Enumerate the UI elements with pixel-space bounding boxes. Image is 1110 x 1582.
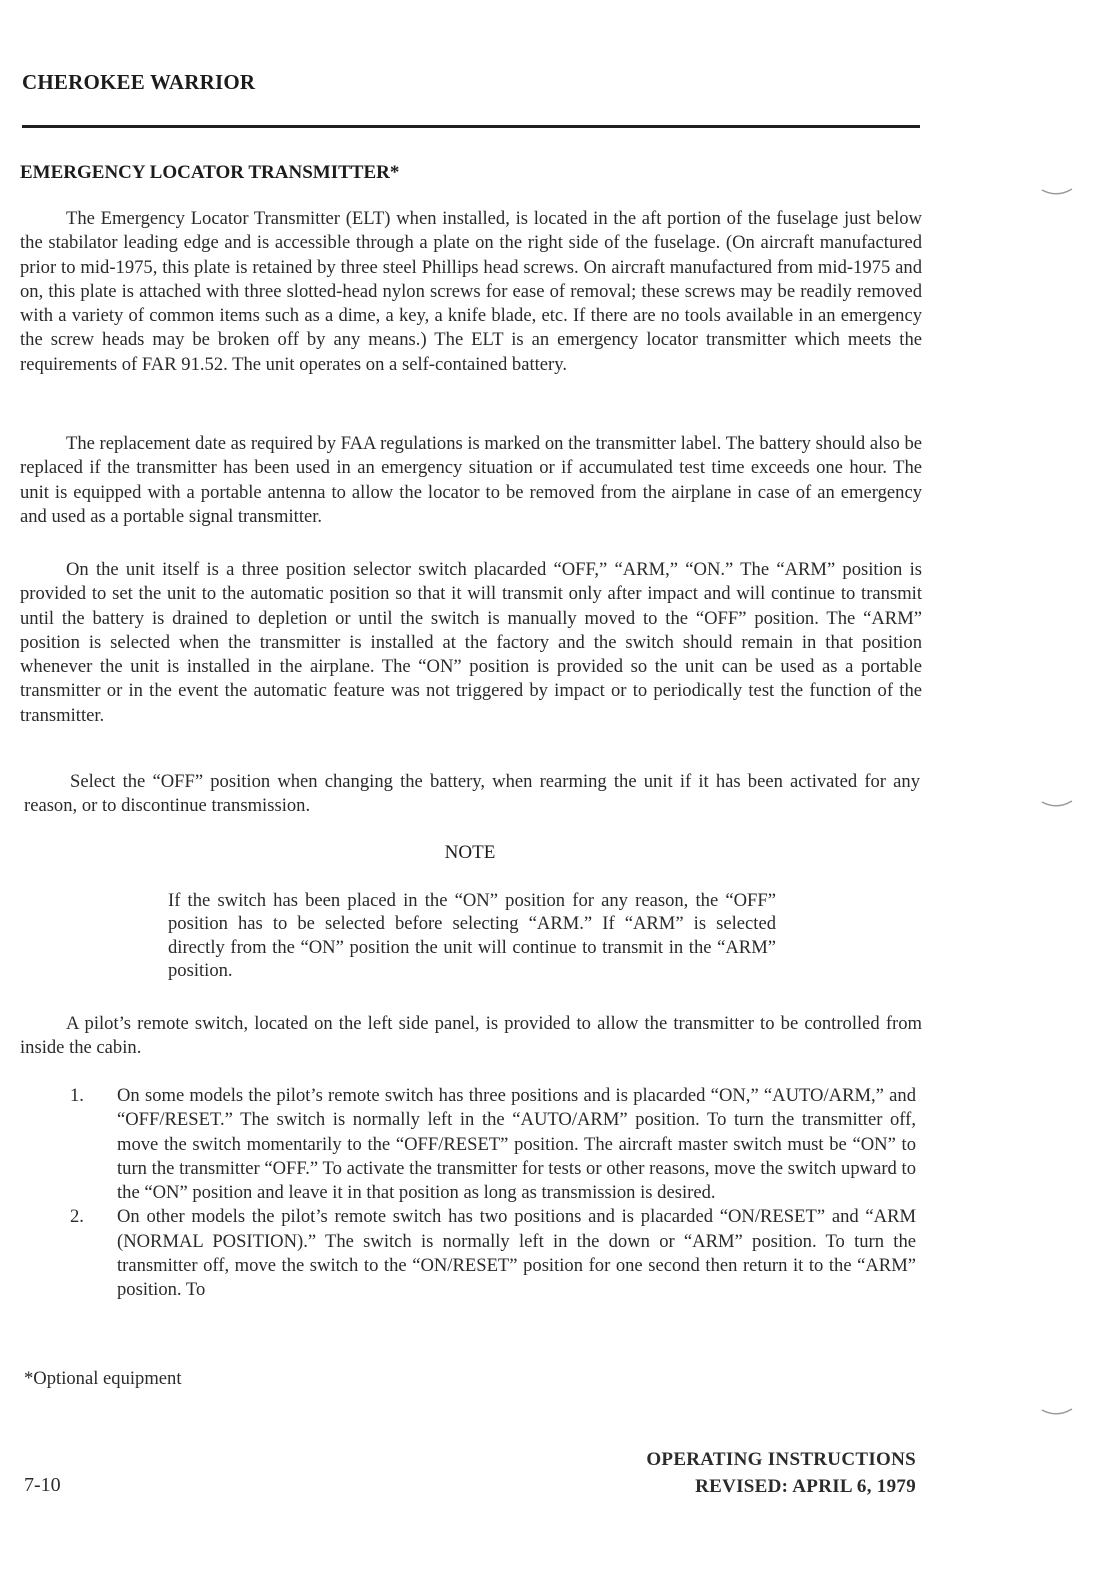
- header-rule: [22, 125, 920, 128]
- section-title: EMERGENCY LOCATOR TRANSMITTER*: [20, 162, 400, 183]
- paragraph-elt-location: The Emergency Locator Transmitter (ELT) when installed, is located in the aft portion of the fuselage just below the stabilator leading edge and is accessible through a plate on the right side of the fuselage. (On aircraft manufactured prior to mid-1975, this plate is retained by three steel Phillips head screws. On aircraft manufactured from mid-1975 and on, this plate is attached with three slotted-head nylon screws for ease of removal; these screws may be readily removed with a variety of common items such as a dime, a key, a knife blade, etc. If there are no tools available in an emergency the screw heads may be broken off by any means.) The ELT is an emergency locator transmitter which meets the requirements of FAR 91.52. The unit operates on a self-contained battery.: [20, 208, 922, 375]
- footer-block: [646, 1446, 916, 1500]
- binder-hole-mark-top: [1040, 186, 1074, 198]
- paragraph-selector-switch: On the unit itself is a three position selector switch placarded “OFF,” “ARM,” “ON.” The “ARM” position is provided to set the unit to the automatic position so that it will transmit only after impact and will continue to transmit until the battery is drained to depletion or until the switch is manually moved to the “OFF” position. The “ARM” position is selected when the transmitter is installed at the factory and the switch should remain in that position whenever the unit is installed in the airplane. The “ON” position is provided so the unit can be used as a portable transmitter or in the event the automatic feature was not triggered by impact or to periodically test the function of the transmitter.: [20, 559, 922, 726]
- footer-revision-date: REVISED: APRIL 6, 1979: [695, 1476, 916, 1497]
- list-item: [70, 1084, 916, 1205]
- footer-section-label: OPERATING INSTRUCTIONS: [646, 1449, 916, 1470]
- paragraph-replacement-date: The replacement date as required by FAA regulations is marked on the transmitter label. The battery should also be replaced if the transmitter has been used in an emergency situation or if accumulated test time exceeds one hour. The unit is equipped with a portable antenna to allow the locator to be removed from the airplane in case of an emergency and used as a portable signal transmitter.: [20, 433, 922, 527]
- note-text: If the switch has been placed in the “ON” position for any reason, the “OFF” position has to be selected before selecting “ARM.” If “ARM” is selected directly from the “ON” position the unit will continue to transmit in the “ARM” position.: [168, 890, 776, 982]
- list-item-text: On some models the pilot’s remote switch has three positions and is placarded “ON,” “AUTO/ARM,” and “OFF/RESET.” The switch is normally left in the “AUTO/ARM” position. To turn the transmitter off, move the switch momentarily to the “OFF/RESET” position. The aircraft master switch must be “ON” to turn the transmitter “OFF.” To activate the transmitter for tests or other reasons, move the switch upward to the “ON” position and leave it in that position as long as transmission is desired.: [117, 1085, 916, 1204]
- binder-hole-mark-bottom: [1040, 1406, 1074, 1418]
- page-number: 7-10: [24, 1474, 61, 1496]
- binder-hole-mark-middle: [1040, 798, 1074, 810]
- list-marker: 2.: [70, 1206, 84, 1228]
- paragraph-remote-switch: A pilot’s remote switch, located on the left side panel, is provided to allow the transmitter to be controlled from inside the cabin.: [20, 1013, 922, 1059]
- list-item-text: On other models the pilot’s remote switch has two positions and is placarded “ON/RESET” and “ARM (NORMAL POSITION).” The switch is normally left in the down or “ARM” position. To turn the transmitter off, move the switch to the “ON/RESET” position for one second then return it to the “ARM” position. To: [117, 1206, 916, 1301]
- footnote: *Optional equipment: [24, 1368, 182, 1389]
- paragraph-select-off: Select the “OFF” position when changing the battery, when rearming the unit if it has been activated for any reason, or to discontinue transmission.: [24, 771, 920, 817]
- list-marker: 1.: [70, 1085, 84, 1106]
- remote-switch-list: [70, 1084, 916, 1303]
- list-item: [70, 1205, 916, 1302]
- note-heading: NOTE: [444, 842, 496, 863]
- page-header-title: CHEROKEE WARRIOR: [22, 70, 256, 94]
